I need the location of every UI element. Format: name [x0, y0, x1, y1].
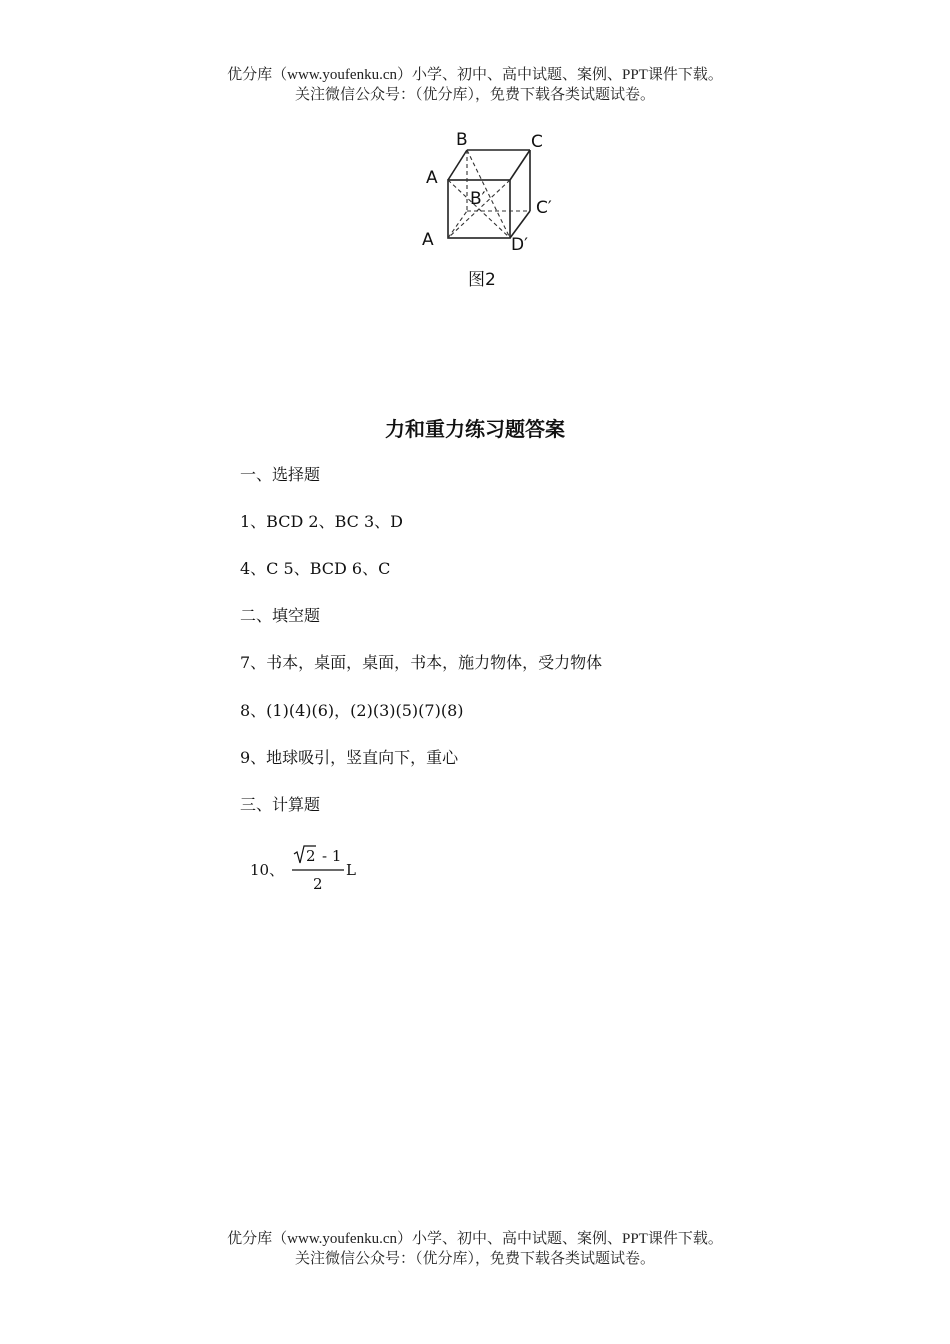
answer-q8: 8、(1)(4)(6)，(2)(3)(5)(7)(8)	[240, 701, 464, 720]
q10-minus-one: - 1	[322, 847, 342, 865]
answer-q4-6: 4、C 5、BCD 6、C	[240, 559, 391, 578]
section-heading-fill: 二、填空题	[240, 606, 321, 625]
cube-hidden-edge	[448, 211, 467, 238]
label-B: B	[456, 130, 468, 150]
page-title: 力和重力练习题答案	[385, 417, 565, 441]
label-B-prime: B′	[470, 189, 486, 209]
answer-q7: 7、书本，桌面，桌面，书本，施力物体，受力物体	[240, 653, 603, 672]
label-C: C	[531, 132, 543, 152]
q10-suffix: L	[346, 861, 356, 879]
answer-q1-3: 1、BCD 2、BC 3、D	[240, 512, 403, 531]
label-C-prime: C′	[536, 198, 552, 218]
cube-figure	[410, 123, 580, 293]
label-D-prime: D′	[511, 235, 528, 255]
cube-edge	[510, 150, 530, 180]
answer-q9: 9、地球吸引，竖直向下，重心	[240, 748, 459, 767]
label-A-bottom: A	[422, 230, 434, 250]
page-header	[0, 65, 950, 105]
cube-edge	[448, 150, 467, 180]
answer-q10-formula	[250, 842, 390, 898]
figure-caption: 图2	[468, 270, 496, 290]
q10-radicand: 2	[306, 847, 316, 865]
q10-label: 10、	[250, 861, 285, 879]
section-heading-calc: 三、计算题	[240, 795, 321, 814]
section-heading-choice: 一、选择题	[240, 465, 321, 484]
header-line-2: 关注微信公众号：（优分库），免费下载各类试题试卷。	[294, 87, 655, 103]
label-A-top: A	[426, 168, 438, 188]
cube-edge	[510, 211, 530, 238]
header-line-1: 优分库（www.youfenku.cn）小学、初中、高中试题、案例、PPT课件下载。	[227, 67, 723, 83]
q10-denominator: 2	[313, 875, 323, 893]
page-footer	[0, 1229, 950, 1269]
footer-line-2: 关注微信公众号：（优分库），免费下载各类试题试卷。	[294, 1251, 655, 1267]
footer-line-1: 优分库（www.youfenku.cn）小学、初中、高中试题、案例、PPT课件下载。	[227, 1231, 723, 1247]
